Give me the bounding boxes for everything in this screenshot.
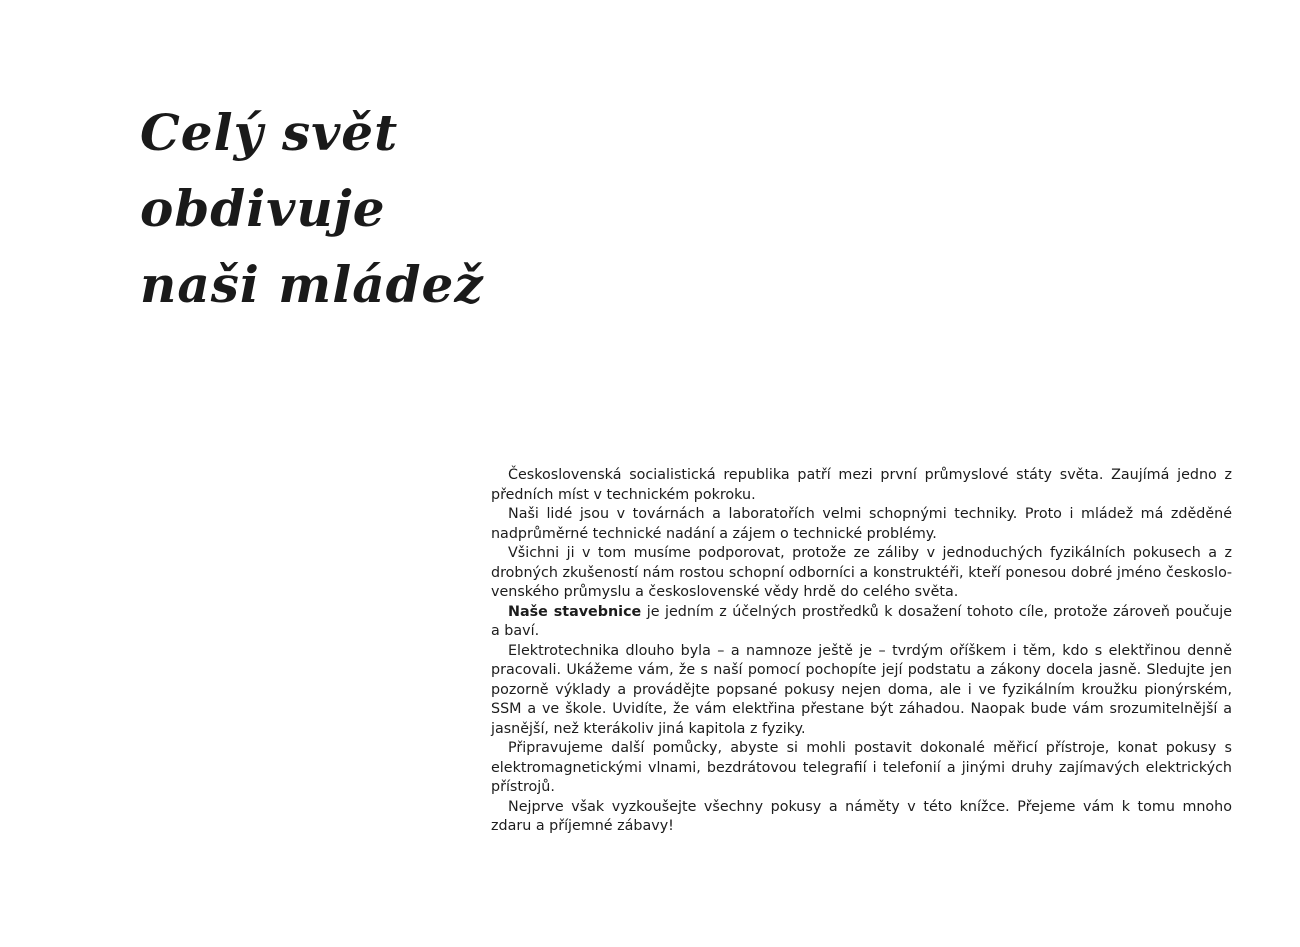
- paragraph-4-rest: je jedním z účelných prostředků k dosažení tohoto cíle, protože zároveň poučuje a baví.: [491, 603, 1232, 639]
- body-text: [491, 466, 1232, 837]
- title-line-2: obdivuje: [140, 179, 386, 238]
- page-title: [140, 103, 560, 336]
- paragraph-4-bold: Naše stavebnice: [508, 603, 642, 620]
- paragraph-5: Elektrotechnika dlouho byla – a namnoze ještě je – tvrdým oříškem i těm, kdo s elektřinou denně pracovali. Ukážeme vám, že s naší pomocí pochopíte její podstatu a zákony docela jasně. Sledujte jen pozorně výklady a provádějte popsané pokusy nejen doma, ale i ve fyzikálním kroužku pionýrském, SSM a ve škole. Uvidíte, že vám elektřina přestane být záhadou. Naopak bude vám srozumitelnější a jasnější, než kterákoliv jiná kapitola z fyziky.: [491, 642, 1232, 737]
- paragraph-2: Naši lidé jsou v továrnách a laboratořích velmi schopnými techniky. Proto i mládež má zděděné nadprůměrné technické nadání a zájem o technické problémy.: [491, 506, 1232, 542]
- title-line-3: naši mládež: [140, 255, 484, 314]
- paragraph-1: Československá socialistická republika patří mezi první průmyslové státy světa. Zaujímá jedno z předních míst v technickém pokroku.: [491, 467, 1232, 503]
- paragraph-7: Nejprve však vyzkoušejte všechny pokusy a náměty v této knížce. Přejeme vám k tomu mnoho zdaru a příjemné zábavy!: [491, 798, 1232, 834]
- paragraph-6: Připravujeme další pomůcky, abyste si mohli postavit dokonalé měřicí přístroje, konat pokusy s elektromagnetickými vlnami, bezdrátovou telegrafií i telefonií a jinými druhy zajímavých elektrických přístrojů.: [491, 740, 1232, 795]
- title-line-1: Celý svět: [140, 103, 399, 162]
- paragraph-3: Všichni ji v tom musíme podporovat, protože ze záliby v jednoduchých fyzikálních pokusech a z drobných zkušeností nám rostou schopní odborníci a konstruktéři, kteří ponesou dobré jméno československého průmyslu a československé vědy hrdě do celého světa.: [491, 545, 1232, 600]
- paragraph-4: [491, 603, 1232, 642]
